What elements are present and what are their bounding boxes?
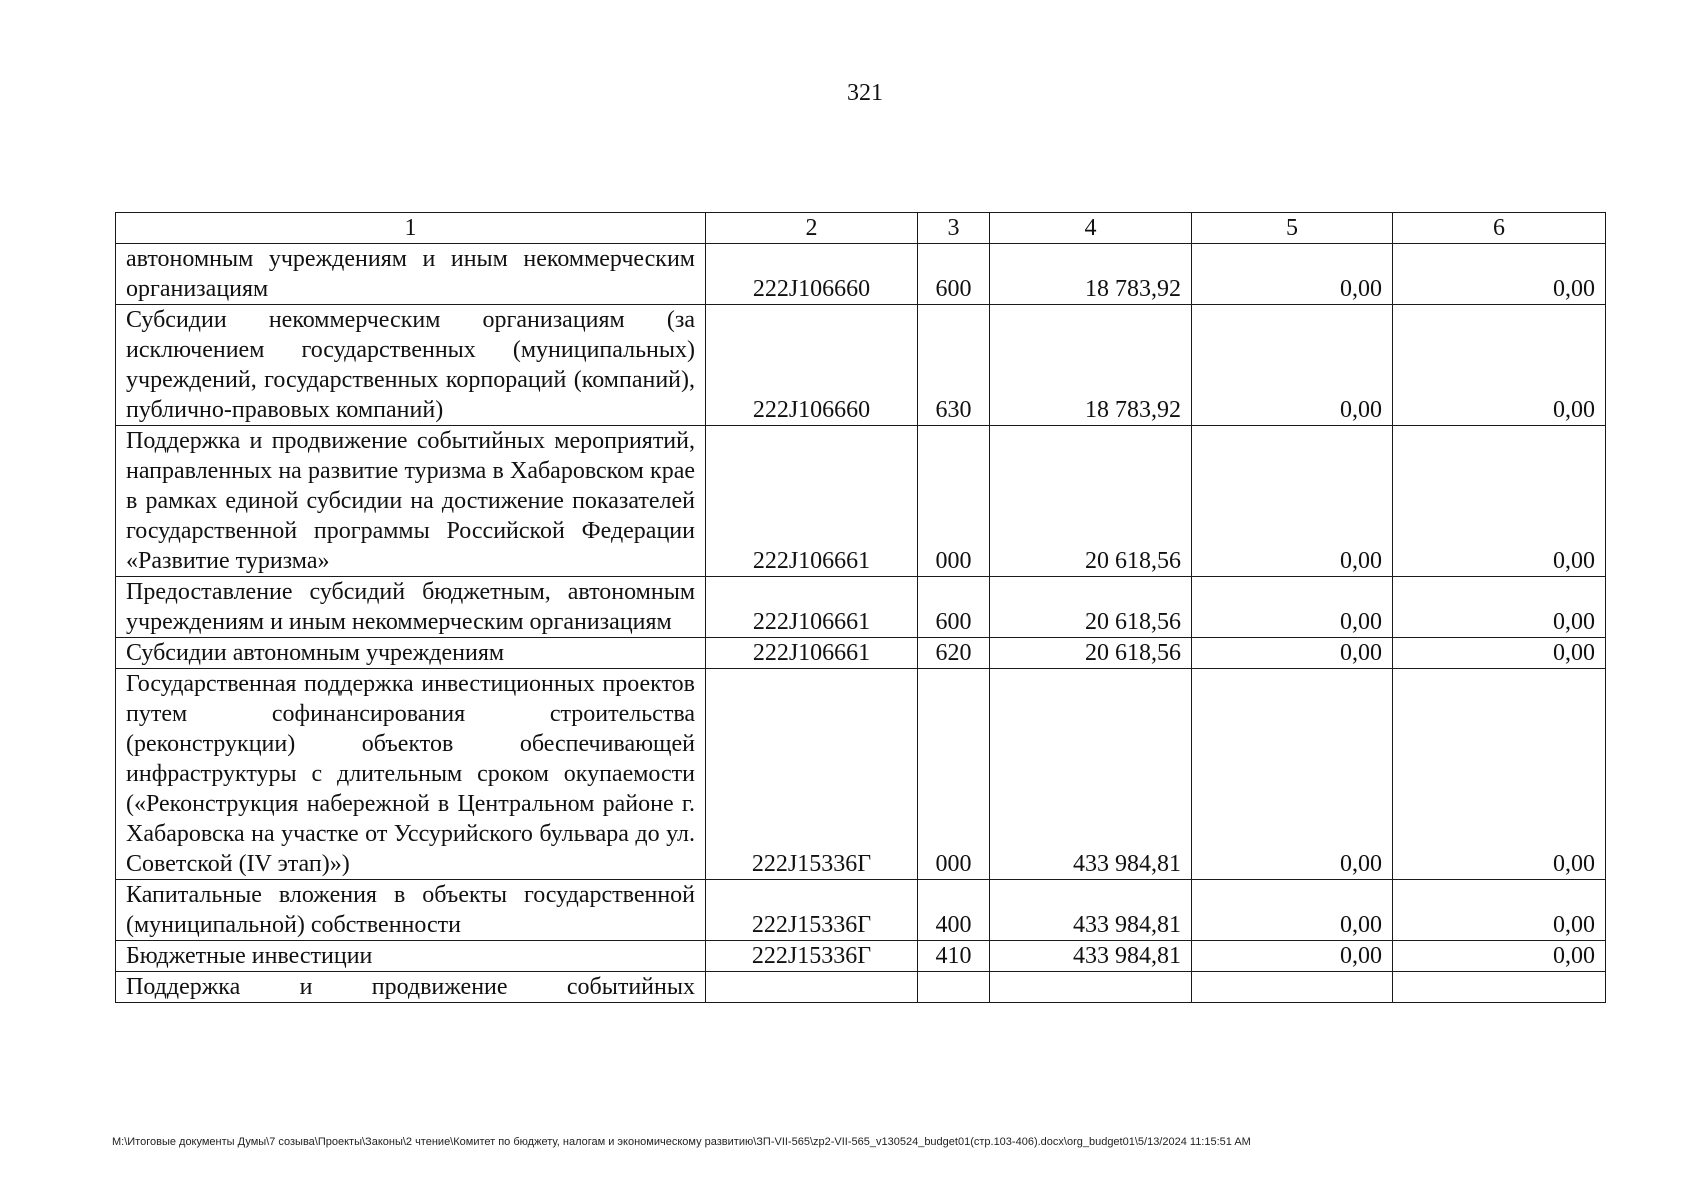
- row-value-5: 0,00: [1192, 577, 1393, 638]
- row-code: 222J106661: [706, 638, 918, 669]
- row-code: 222J15336Г: [706, 880, 918, 941]
- row-name: [116, 941, 706, 972]
- row-code: 222J106661: [706, 577, 918, 638]
- row-value-6: 0,00: [1393, 305, 1606, 426]
- header-row: [116, 213, 1606, 244]
- table-row: [116, 941, 1606, 972]
- row-name-text: Государственная поддержка инвестиционных проектов путем софинансирования строительства (реконструкции) объектов обеспечивающей инфраструктуры с длительным сроком окупаемости («Реконструкция набережной в Центральном районе г. Хабаровска на участке от Уссурийского бульвара до ул. Советской (IV этап)»): [126, 671, 695, 877]
- row-value-6: 0,00: [1393, 638, 1606, 669]
- row-name-text: Капитальные вложения в объекты государственной (муниципальной) собственности: [126, 882, 695, 938]
- table-row: [116, 305, 1606, 426]
- row-name: [116, 972, 706, 1003]
- row-value-5: 0,00: [1192, 426, 1393, 577]
- row-code: 222J15336Г: [706, 669, 918, 880]
- row-value-6: 0,00: [1393, 669, 1606, 880]
- row-type: 400: [918, 880, 990, 941]
- row-code: [706, 972, 918, 1003]
- row-name-text: автономным учреждениям и иным некоммерческим организациям: [126, 246, 695, 302]
- table-row: [116, 577, 1606, 638]
- row-value-5: 0,00: [1192, 669, 1393, 880]
- row-value-6: 0,00: [1393, 880, 1606, 941]
- row-code: 222J106660: [706, 244, 918, 305]
- row-value-4: 18 783,92: [990, 244, 1192, 305]
- row-type: 410: [918, 941, 990, 972]
- file-path-footer: M:\Итоговые документы Думы\7 созыва\Проекты\Законы\2 чтение\Комитет по бюджету, налогам и экономическому развитию\ЗП-VII-565\zp2-VII-565_v130524_budget01(стр.103-406).docx\org_budget01\5/13/2024 11:15:51 AM: [112, 1136, 1251, 1148]
- row-name-text: Бюджетные инвестиции: [126, 943, 373, 969]
- row-name-text: Поддержка и продвижение событийных: [126, 974, 695, 1000]
- row-value-5: 0,00: [1192, 305, 1393, 426]
- row-value-5: [1192, 972, 1393, 1003]
- row-name: [116, 244, 706, 305]
- row-value-6: 0,00: [1393, 941, 1606, 972]
- row-type: 630: [918, 305, 990, 426]
- row-name: [116, 426, 706, 577]
- table-row: [116, 972, 1606, 1003]
- budget-table: [115, 212, 1606, 1003]
- row-value-4: 18 783,92: [990, 305, 1192, 426]
- row-name: [116, 880, 706, 941]
- col-header-6: 6: [1393, 213, 1606, 244]
- row-type: 600: [918, 244, 990, 305]
- table-row: [116, 638, 1606, 669]
- row-value-4: 433 984,81: [990, 880, 1192, 941]
- col-header-2: 2: [706, 213, 918, 244]
- row-value-4: [990, 972, 1192, 1003]
- row-name-text: Субсидии некоммерческим организациям (за исключением государственных (муниципальных) учреждений, государственных корпораций (компаний), публично-правовых компаний): [126, 307, 695, 423]
- row-value-6: [1393, 972, 1606, 1003]
- row-name-text: Предоставление субсидий бюджетным, автономным учреждениям и иным некоммерческим организациям: [126, 579, 695, 635]
- table-row: [116, 426, 1606, 577]
- row-type: 620: [918, 638, 990, 669]
- row-code: 222J106660: [706, 305, 918, 426]
- row-name: [116, 638, 706, 669]
- row-value-4: 20 618,56: [990, 577, 1192, 638]
- row-name: [116, 305, 706, 426]
- row-type: 600: [918, 577, 990, 638]
- row-value-5: 0,00: [1192, 941, 1393, 972]
- row-value-5: 0,00: [1192, 638, 1393, 669]
- row-value-4: 433 984,81: [990, 941, 1192, 972]
- row-value-5: 0,00: [1192, 880, 1393, 941]
- col-header-3: 3: [918, 213, 990, 244]
- col-header-4: 4: [990, 213, 1192, 244]
- col-header-1: 1: [116, 213, 706, 244]
- row-name: [116, 669, 706, 880]
- row-value-6: 0,00: [1393, 426, 1606, 577]
- table-row: [116, 669, 1606, 880]
- row-name-text: Субсидии автономным учреждениям: [126, 640, 505, 666]
- row-type: [918, 972, 990, 1003]
- row-value-4: 20 618,56: [990, 638, 1192, 669]
- col-header-5: 5: [1192, 213, 1393, 244]
- table-row: [116, 880, 1606, 941]
- page-number: 321: [847, 80, 883, 106]
- row-type: 000: [918, 426, 990, 577]
- row-value-4: 20 618,56: [990, 426, 1192, 577]
- row-code: 222J15336Г: [706, 941, 918, 972]
- row-name-text: Поддержка и продвижение событийных мероприятий, направленных на развитие туризма в Хабаровском крае в рамках единой субсидии на достижение показателей государственной программы Российской Федерации «Развитие туризма»: [126, 428, 695, 574]
- row-value-6: 0,00: [1393, 244, 1606, 305]
- row-type: 000: [918, 669, 990, 880]
- table-row: [116, 244, 1606, 305]
- row-value-6: 0,00: [1393, 577, 1606, 638]
- row-value-5: 0,00: [1192, 244, 1393, 305]
- row-code: 222J106661: [706, 426, 918, 577]
- row-name: [116, 577, 706, 638]
- row-value-4: 433 984,81: [990, 669, 1192, 880]
